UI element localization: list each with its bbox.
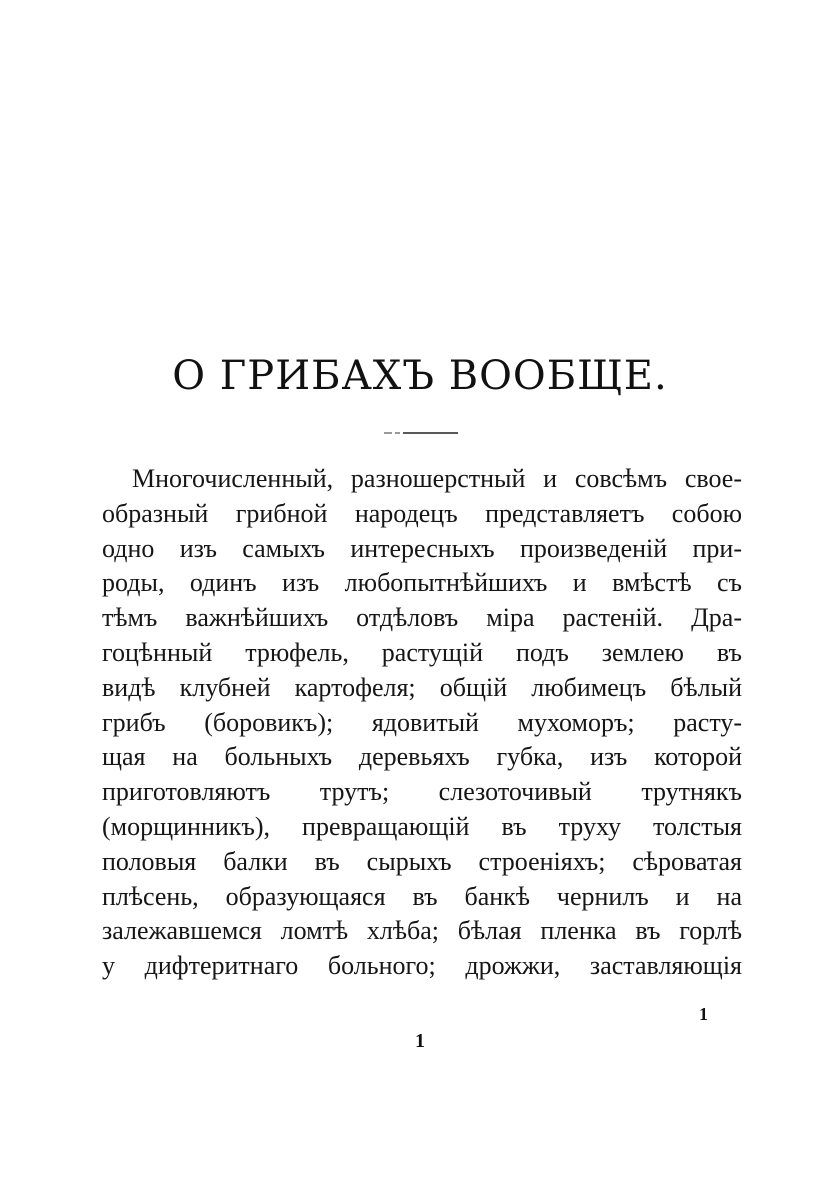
text-line: роды, одинъ изъ любопытнѣйшихъ и вмѣстѣ съ bbox=[102, 568, 742, 598]
text-line: приготовляютъ трутъ; слезоточивый трутнякъ bbox=[102, 777, 742, 807]
text-line: образный грибной народецъ представляетъ собою bbox=[102, 498, 742, 528]
text-line: грибъ (боровикъ); ядовитый мухоморъ; расту- bbox=[102, 707, 742, 737]
page-number: 1 bbox=[415, 1030, 425, 1052]
signature-mark: 1 bbox=[699, 1004, 708, 1024]
title-ornament-rule bbox=[384, 431, 458, 435]
text-line: (морщинникъ), превращающій въ труху толстыя bbox=[102, 811, 742, 841]
text-line: половыя балки въ сырыхъ строеніяхъ; сѣроватая bbox=[102, 846, 742, 876]
text-line: тѣмъ важнѣйшихъ отдѣловъ міра растеній. Дра- bbox=[102, 603, 742, 633]
text-line: у дифтеритнаго больного; дрожжи, заставляющія bbox=[102, 951, 742, 981]
text-line: Многочисленный, разношерстный и совсѣмъ свое- bbox=[132, 464, 742, 493]
text-line: видѣ клубней картофеля; общій любимецъ бѣлый bbox=[102, 672, 742, 702]
body-paragraph bbox=[102, 462, 742, 984]
text-line: плѣсень, образующаяся въ банкѣ чернилъ и на bbox=[102, 881, 742, 911]
text-line: щая на больныхъ деревьяхъ губка, изъ которой bbox=[102, 742, 742, 772]
text-line: одно изъ самыхъ интересныхъ произведеній при- bbox=[102, 533, 742, 563]
text-line: гоцѣнный трюфель, растущій подъ землею въ bbox=[102, 637, 742, 667]
text-line: залежавшемся ломтѣ хлѣба; бѣлая пленка въ горлѣ bbox=[102, 916, 742, 946]
chapter-title: О ГРИБАХЪ ВООБЩЕ. bbox=[172, 353, 668, 399]
